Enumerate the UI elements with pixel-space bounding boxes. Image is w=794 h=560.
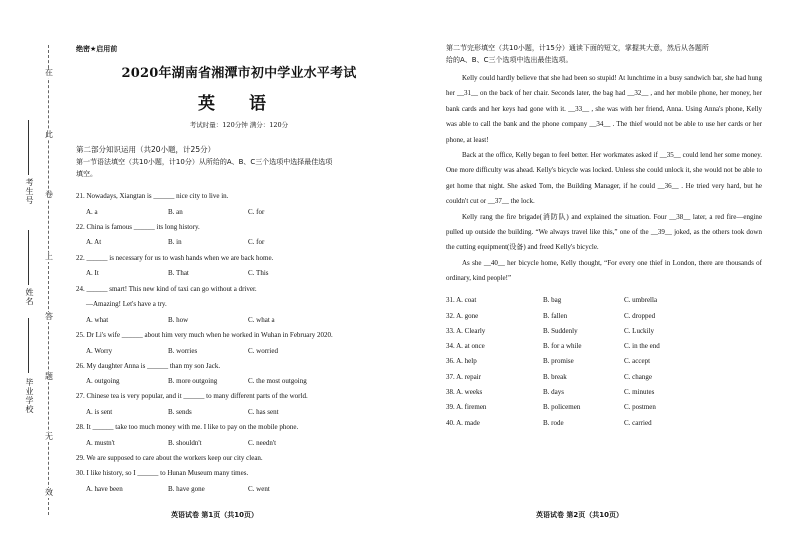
option-c: C. has sent [248,408,279,416]
binding-margin [0,0,70,560]
passage-paragraph: Back at the office, Kelly began to feel better. Her workmates asked if __35__ could lend her some money. One more difficulty was ahead. Kelly's bicycle was locked. Unless she could unlock it, she would not be able to get home that night. She asked Tom, the Building Manager, if he could __36__ . He tried very hard, but he couldn't cut or __37__ the lock. [446,151,762,206]
question-stem: 24. ______ smart! This new kind of taxi can go without a driver. [76,285,257,293]
page-1 [76,0,402,560]
section-1-instruction-cont: 填空。 [76,170,97,178]
option-b: B. have gone [168,485,205,493]
option-a: 37. A. repair [446,373,481,381]
option-c: C. needn't [248,439,277,447]
option-a: 38. A. weeks [446,388,483,396]
question-stem: 21. Nowadays, Xiangtan is ______ nice city to live in. [76,192,229,200]
exam-title: 2020年湖南省湘潭市初中学业水平考试 [121,66,357,81]
question-stem: 29. We are supposed to care about the workers keep our city clean. [76,454,263,462]
option-b: B. fallen [543,312,568,320]
option-b: B. promise [543,357,574,365]
name-line [28,230,29,285]
part-2-title: 第二部分知识运用（共20小题，计25分） [76,145,216,154]
passage-paragraph: Kelly could hardly believe that she had been so stupid! At lunchtime in a busy sandwich bar, she had hung her __31__ on the back of her chair. Seconds later, the bag had __32__ , and her mobile phone, her money, her bank cards and her keys had gone with it. __33__ , she was with her friend, Anna. Using Anna's phone, Kelly was able to call the bank and the phone company __34__ . The thief would not be able to use her cards or her phone, at least! [446,74,762,144]
seal-char: 题 [45,372,53,381]
option-b: B. shouldn't [168,439,202,447]
option-a: 31. A. coat [446,296,477,304]
option-a: 33. A. Clearly [446,327,486,335]
option-a: 36. A. help [446,357,477,365]
option-a: A. At [86,238,102,246]
option-c: C. postmen [624,403,656,411]
question-stem: 30. I like history, so I ______ to Hunan Museum many times. [76,469,249,477]
question-stem: 26. My daughter Anna is ______ than my son Jack. [76,362,221,370]
candidate-number-label: 考生号 [25,178,34,205]
option-c: C. in the end [624,342,660,350]
option-a: A. is sent [86,408,113,416]
seal-char: 上 [45,252,53,261]
option-a: A. It [86,269,99,277]
option-a: A. a [86,208,98,216]
option-b: B. worries [168,347,198,355]
option-a: A. what [86,316,109,324]
question-stem: 22. ______ is necessary for us to wash hands when we are back home. [76,254,274,262]
option-a: A. Worry [86,347,113,355]
option-c: C. dropped [624,312,656,320]
seal-char: 在 [45,68,53,77]
option-c: C. for [248,208,265,216]
option-c: C. change [624,373,652,381]
secret-tag: 绝密★启用前 [76,45,118,53]
candidate-number-line [28,120,29,175]
exam-info: 考试时量：120分钟 满分：120分 [189,121,289,129]
option-c: C. umbrella [624,296,658,304]
option-c: C. Luckily [624,327,654,335]
option-b: B. break [543,373,567,381]
option-b: B. for a while [543,342,582,350]
option-c: C. went [248,485,270,493]
school-label: 毕业学校 [25,378,34,414]
option-b: B. in [168,238,182,246]
option-b: B. That [168,269,189,277]
question-stem: 28. It ______ take too much money with me. I like to pay on the mobile phone. [76,423,299,431]
option-a: A. have been [86,485,123,493]
option-b: B. bag [543,296,562,304]
option-c: C. the most outgoing [248,377,307,385]
seal-char: 效 [45,488,53,497]
option-b: B. how [168,316,189,324]
name-label: 姓名 [25,288,34,306]
option-b: B. more outgoing [168,377,218,385]
option-c: C. accept [624,357,651,365]
option-b: B. rode [543,419,564,427]
option-a: 32. A. gone [446,312,479,320]
option-a: 40. A. made [446,419,480,427]
seal-char: 此 [45,130,53,139]
cloze-passage [446,71,762,287]
passage-paragraph: Kelly rang the fire brigade(消防队) and explained the situation. Four __38__ later, a red fire—engine pulled up outside the building. “We always travel like this,” one of the __39__ joked, as the others took down the cutting equipment(设备) and freed Kelly's bicycle. [446,212,762,252]
option-a: 34. A. at once [446,342,485,350]
subject-title: 英 语 [198,94,280,114]
seal-dashed-line [48,45,49,515]
option-b: B. an [168,208,183,216]
question-response: —Amazing! Let's have a try. [86,300,167,308]
question-stem: 22. China is famous ______ its long history. [76,223,200,231]
passage-paragraph: As she __40__ her bicycle home, Kelly thought, “For every one thief in London, there are thousands of ordinary, kind people!” [446,258,762,283]
option-c: C. This [248,269,269,277]
seal-char: 答 [45,312,53,321]
option-c: C. what a [248,316,275,324]
option-a: A. outgoing [86,377,120,385]
option-c: C. worried [248,347,278,355]
page-1-footer: 英语试卷 第1页（共10页） [171,511,259,519]
option-b: B. sends [168,408,192,416]
option-a: 39. A. firemen [446,403,487,411]
section-1-instruction: 第一节语法填空（共10小题，计10分）从所给的A、B、C三个选项中选择最佳选项 [76,158,333,166]
question-stem: 25. Dr Li's wife ______ about him very much when he worked in Wuhan in February 2020. [76,331,333,339]
option-c: C. carried [624,419,652,427]
option-b: B. days [543,388,564,396]
seal-char: 无 [45,432,53,441]
option-c: C. for [248,238,265,246]
option-b: B. Suddenly [543,327,578,335]
school-line [28,318,29,373]
option-b: B. policemen [543,403,581,411]
section-2-instruction-cont: 给的A、B、C三个选项中选出最佳选项。 [446,56,573,64]
seal-char: 卷 [45,190,53,199]
section-2-instruction: 第二节完形填空（共10小题，计15分）通读下面的短文，掌握其大意，然后从各题所 [446,44,709,52]
page-2-footer: 英语试卷 第2页（共10页） [536,511,624,519]
question-stem: 27. Chinese tea is very popular, and it ______ to many different parts of the world. [76,392,308,400]
option-c: C. minutes [624,388,655,396]
option-a: A. mustn't [86,439,115,447]
page-2 [446,0,762,560]
